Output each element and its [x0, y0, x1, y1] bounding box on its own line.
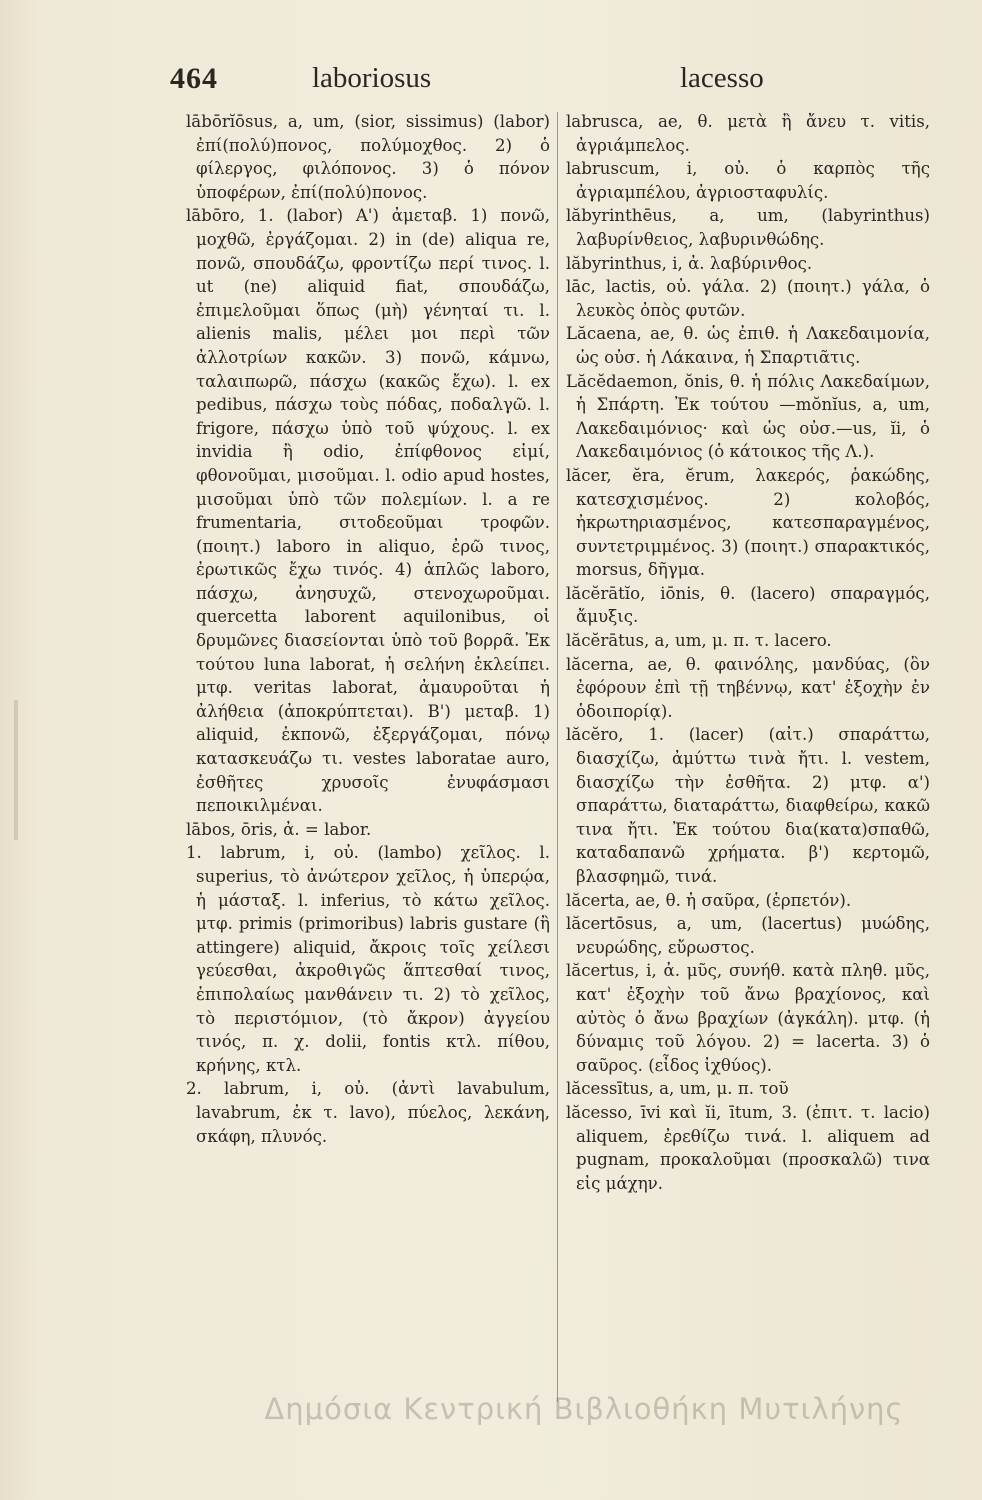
dictionary-entry: 1. labrum, i, οὐ. (lambo) χεῖλος. l. superius, τὸ ἀνώτερον χεῖλος, ἡ ὑπερῴα, ἡ μάσταξ. l. inferius, τὸ κάτω χεῖλος. μτφ. primis (primoribus) labris gustare (ἢ attingere) aliquid, ἄκροις τοῖς χείλεσι γεύεσθαι, ἀκροθιγῶς ἅπτεσθαί τινος, ἐπιπολαίως μανθάνειν τι. 2) τὸ χεῖλος, τὸ περιστόμιον, (τὸ ἄκρον) ἀγγείου τινός, π. χ. dolii, fontis κτλ. πίθου, κρήνης, κτλ.	[186, 843, 556, 1075]
right-column	[566, 110, 936, 1400]
dictionary-entry: lăcertōsus, a, um, (lacertus) μυώδης, νευρώδης, εὔρωστος.	[566, 914, 936, 957]
column-divider	[557, 112, 558, 1402]
page-number: 464	[170, 62, 218, 95]
dictionary-entry: Lăcĕdaemon, ŏnis, θ. ἡ πόλις Λακεδαίμων, ἡ Σπάρτη. Ἐκ τούτου —mŏnĭus, a, um, Λακεδαιμόνιος· καὶ ὡς οὐσ.—us, ĭi, ὁ Λακεδαιμόνιος (ὁ κάτοικος τῆς Λ.).	[566, 371, 936, 462]
dictionary-entry: labruscum, i, οὐ. ὁ καρπὸς τῆς ἀγριαμπέλου, ἀγριοσταφυλίς.	[566, 159, 936, 202]
library-watermark: Δημόσια Κεντρική Βιβλιοθήκη Μυτιλήνης	[264, 1392, 904, 1426]
left-column	[186, 110, 556, 1400]
dictionary-entry: lăcĕrātus, a, um, μ. π. τ. lacero.	[566, 631, 832, 651]
dictionary-entry: lăcerna, ae, θ. φαινόλης, μανδύας, (ὃν ἐφόρουν ἐπὶ τῇ τηβέννῳ, κατ' ἐξοχὴν ἐν ὁδοιπορίᾳ).	[566, 654, 936, 721]
dictionary-entry: lăcertus, i, ἀ. μῦς, συνήθ. κατὰ πληθ. μῦς, κατ' ἐξοχὴν τοῦ ἄνω βραχίονος, καὶ αὐτὸς ὁ ἄνω βραχίων (ἀγκάλη). μτφ. (ἡ δύναμις τοῦ λόγου. 2) = lacerta. 3) ὁ σαῦρος. (εἶδος ἰχθύος).	[566, 961, 936, 1075]
page-edge-shadow	[14, 700, 18, 840]
dictionary-entry: lăcesso, īvi καὶ ĭi, ītum, 3. (ἐπιτ. τ. lacio) aliquem, ἐρεθίζω τινά. l. aliquem ad pugnam, προκαλοῦμαι (προσκαλῶ) τινα εἰς μάχην.	[566, 1102, 936, 1193]
dictionary-entry: 2. labrum, i, οὐ. (ἀντὶ lavabulum, lavabrum, ἐκ τ. lavo), πύελος, λεκάνη, σκάφη, πλυνός.	[186, 1079, 556, 1146]
dictionary-entry: lābōro, 1. (labor) Α') ἀμεταβ. 1) πονῶ, μοχθῶ, ἐργάζομαι. 2) in (de) aliqua re, πονῶ, σπουδάζω, φροντίζω περί τινος. l. ut (ne) aliquid fiat, σπουδάζω, ἐπιμελοῦμαι ὅπως (μὴ) γένηταί τι. l. alienis malis, μέλει μοι περὶ τῶν ἀλλοτρίων κακῶν. 3) πονῶ, κάμνω, ταλαιπωρῶ, πάσχω (κακῶς ἔχω). l. ex pedibus, πάσχω τοὺς πόδας, ποδαλγῶ. l. frigore, πάσχω ὑπὸ τοῦ ψύχους. l. ex invidia ἢ odio, ἐπίφθονος εἰμί, φθονοῦμαι, μισοῦμαι. l. odio apud hostes, μισοῦμαι ὑπὸ τῶν πολεμίων. l. a re frumentaria, σιτοδεοῦμαι τροφῶν. (ποιητ.) laboro in aliquo, ἐρῶ τινος, ἐρωτικῶς ἔχω τινός. 4) ἁπλῶς laboro, πάσχω, ἀνησυχῶ, στενοχωροῦμαι. quercetta laborent aquilonibus, οἱ δρυμῶνες διασείονται ὑπὸ τοῦ βορρᾶ. Ἐκ τούτου luna laborat, ἡ σελήνη ἐκλείπει. μτφ. veritas laborat, ἀμαυροῦται ἡ ἀλήθεια (ἀποκρύπτεται). Β') μεταβ. 1) aliquid, ἐκπονῶ, ἐξεργάζομαι, πόνῳ κατασκευάζω τι. vestes laboratae auro, ἐσθῆτες χρυσοῖς ἐνυφάσμασι πεποικιλμέναι.	[186, 206, 556, 816]
dictionary-entry: lăbyrinthēus, a, um, (labyrinthus) λαβυρίνθειος, λαβυρινθώδης.	[566, 206, 936, 249]
dictionary-entry: lăcerta, ae, θ. ἡ σαῦρα, (ἑρπετόν).	[566, 890, 852, 910]
dictionary-entry: lăcĕrātĭo, iōnis, θ. (lacero) σπαραγμός, ἄμυξις.	[566, 583, 936, 627]
dictionary-entry: lăcessītus, a, um, μ. π. τοῦ	[566, 1079, 789, 1099]
left-guide-word: laboriosus	[312, 62, 432, 94]
dictionary-entry: lăcer, ĕra, ĕrum, λακερός, ῥακώδης, κατεσχισμένος. 2) κολοβός, ἠκρωτηριασμένος, κατεσπαραγμένος, συντετριμμένος. 3) (ποιητ.) σπαρακτικός, morsus, δῆγμα.	[566, 465, 936, 580]
dictionary-entry: lăcĕro, 1. (lacer) (αἰτ.) σπαράττω, διασχίζω, ἀμύττω τινὰ ἤτι. l. vestem, διασχίζω τὴν ἐσθῆτα. 2) μτφ. α') σπαράττω, διαταράττω, διαφθείρω, κακῶ τινα ἤτι. Ἐκ τούτου δια(κατα)σπαθῶ, καταδαπανῶ χρήματα. β') κερτομῶ, βλασφημῶ, τινά.	[566, 725, 936, 886]
dictionary-entry: labrusca, ae, θ. μετὰ ἢ ἄνευ τ. vitis, ἀγριάμπελος.	[566, 112, 936, 155]
dictionary-entry: lābōrĭōsus, a, um, (sior, sissimus) (labor) ἐπί(πολύ)πονος, πολύμοχθος. 2) ὁ φίλεργος, φιλόπονος. 3) ὁ πόνον ὑποφέρων, ἐπί(πολύ)πονος.	[186, 112, 556, 202]
dictionary-entry: lābos, ōris, ἀ. = labor.	[186, 819, 372, 839]
dictionary-entry: Lăcaena, ae, θ. ὡς ἐπιθ. ἡ Λακεδαιμονία, ὡς οὐσ. ἡ Λάκαινα, ἡ Σπαρτιᾶτις.	[566, 324, 936, 367]
dictionary-entry: lāc, lactis, οὐ. γάλα. 2) (ποιητ.) γάλα, ὁ λευκὸς ὀπὸς φυτῶν.	[566, 277, 936, 320]
running-header	[0, 62, 982, 102]
dictionary-entry: lăbyrinthus, i, ἀ. λαβύρινθος.	[566, 253, 813, 273]
right-guide-word: lacesso	[680, 62, 764, 94]
